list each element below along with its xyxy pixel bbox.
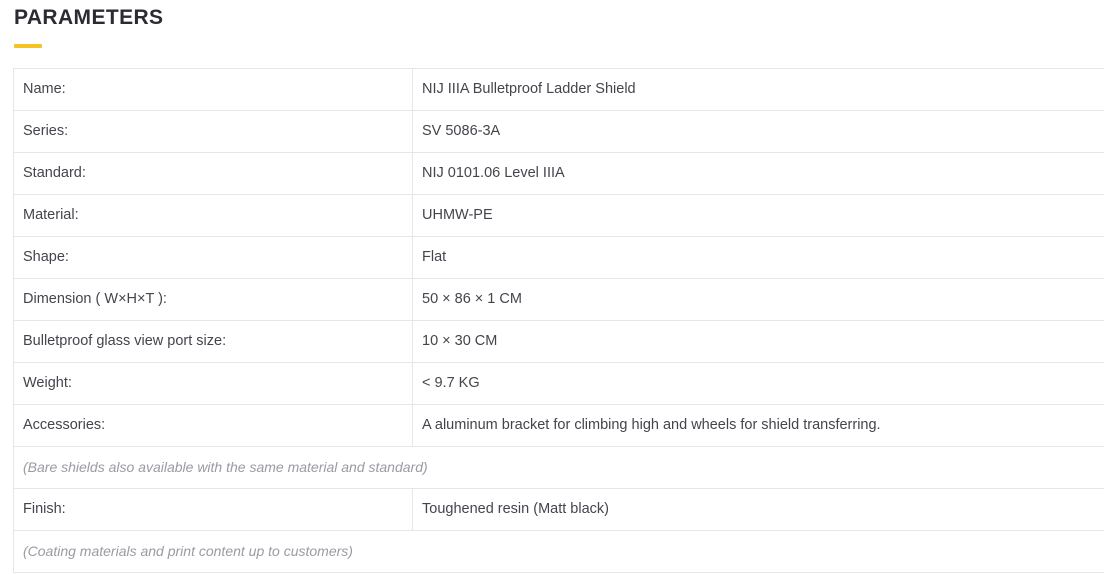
parameters-table: [13, 68, 1104, 573]
row-label: Finish:: [14, 489, 413, 531]
page-title: PARAMETERS: [14, 6, 164, 29]
row-note: (Bare shields also available with the same material and standard): [14, 447, 1104, 489]
row-value: SV 5086-3A: [413, 111, 1104, 153]
row-label: Standard:: [14, 153, 413, 195]
row-value: UHMW-PE: [413, 195, 1104, 237]
row-label: Dimension ( W×H×T ):: [14, 279, 413, 321]
row-value: < 9.7 KG: [413, 363, 1104, 405]
row-label: Accessories:: [14, 405, 413, 447]
row-value: 50 × 86 × 1 CM: [413, 279, 1104, 321]
row-value: A aluminum bracket for climbing high and wheels for shield transferring.: [413, 405, 1104, 447]
row-note: (Coating materials and print content up to customers): [14, 531, 1104, 573]
row-value: NIJ IIIA Bulletproof Ladder Shield: [413, 69, 1104, 111]
row-label: Weight:: [14, 363, 413, 405]
table-row: [14, 195, 1104, 237]
table-note-row: [14, 447, 1104, 489]
table-row: [14, 111, 1104, 153]
row-value: 10 × 30 CM: [413, 321, 1104, 363]
table-row: [14, 279, 1104, 321]
table-row: [14, 489, 1104, 531]
row-label: Series:: [14, 111, 413, 153]
row-label: Material:: [14, 195, 413, 237]
row-value: NIJ 0101.06 Level IIIA: [413, 153, 1104, 195]
table-row: [14, 321, 1104, 363]
title-underline-accent: [14, 44, 42, 48]
table-row: [14, 153, 1104, 195]
table-row: [14, 69, 1104, 111]
table-row: [14, 237, 1104, 279]
table-note-row: [14, 531, 1104, 573]
table-row: [14, 405, 1104, 447]
row-label: Name:: [14, 69, 413, 111]
row-value: Flat: [413, 237, 1104, 279]
row-label: Shape:: [14, 237, 413, 279]
row-label: Bulletproof glass view port size:: [14, 321, 413, 363]
table-row: [14, 363, 1104, 405]
row-value: Toughened resin (Matt black): [413, 489, 1104, 531]
